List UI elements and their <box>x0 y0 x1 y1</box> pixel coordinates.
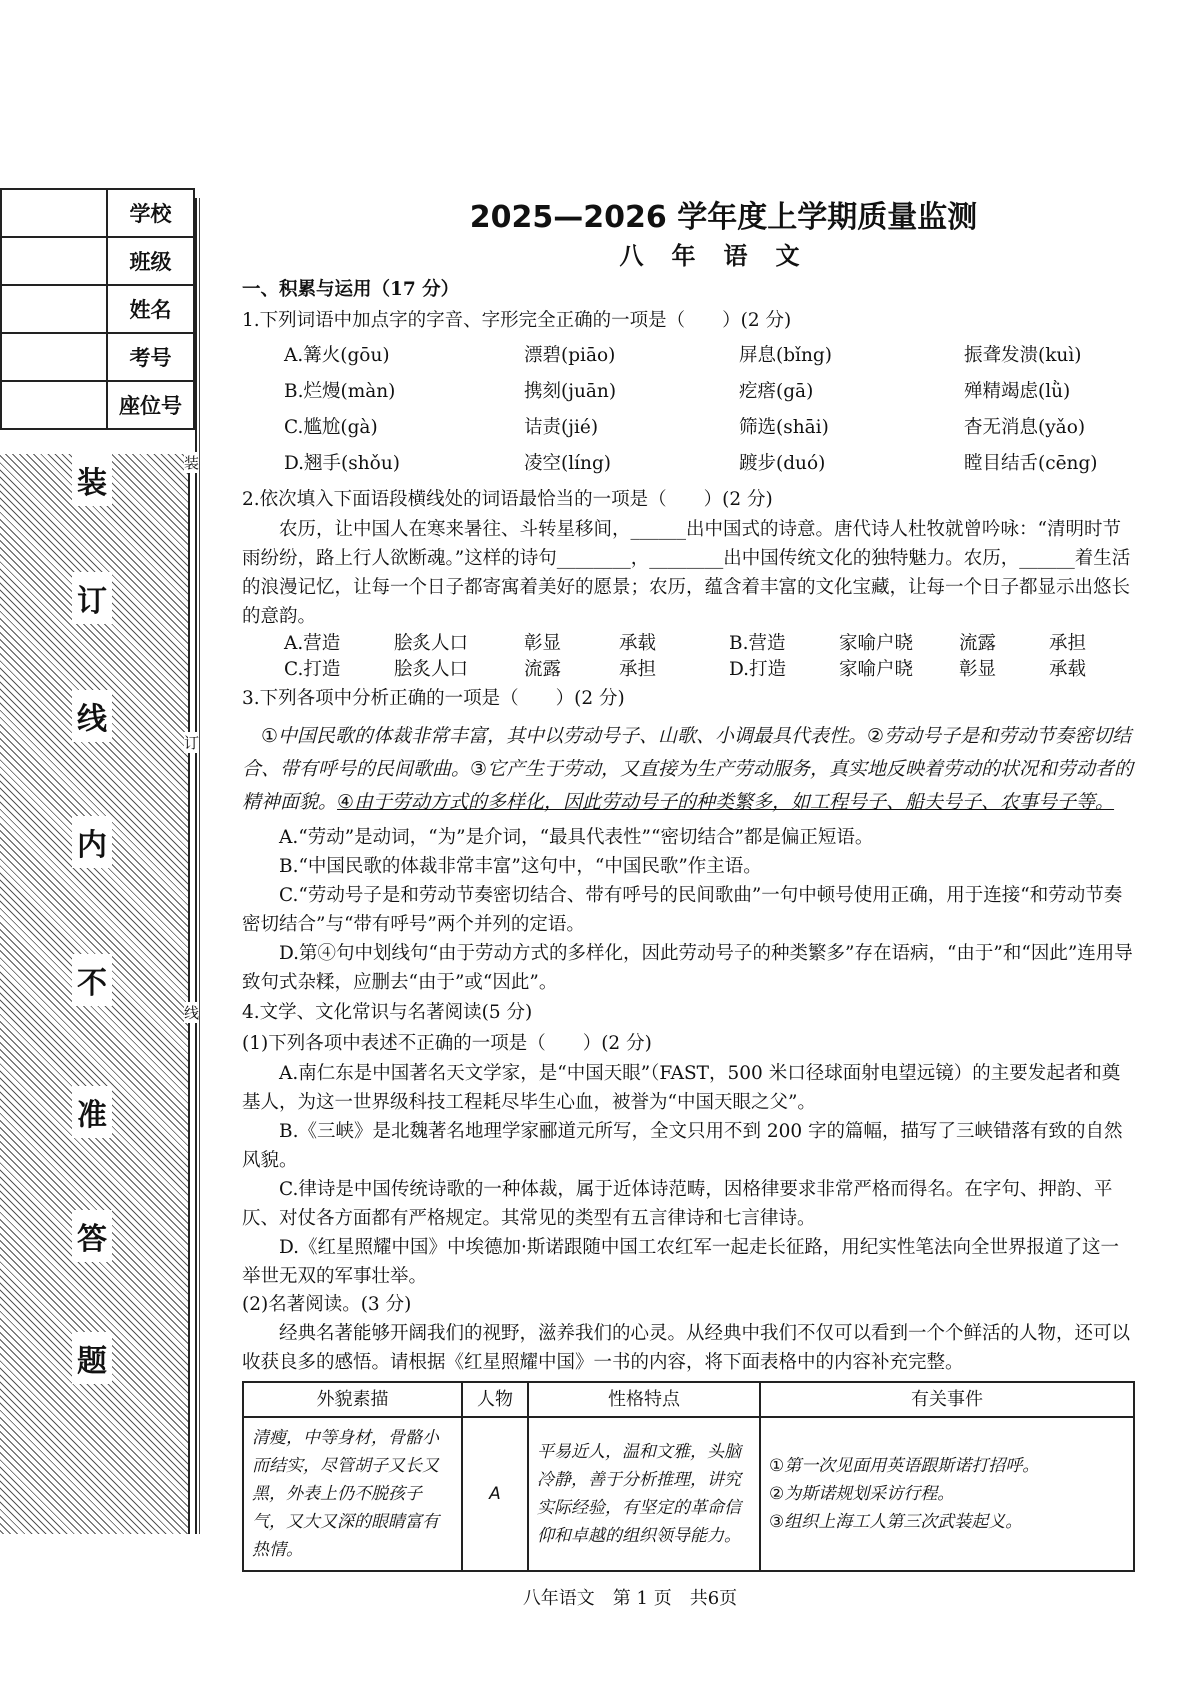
person-cell[interactable]: A <box>462 1417 528 1571</box>
question-4-sub2: (2)名著阅读。(3 分) <box>242 1294 412 1315</box>
class-label: 班级 <box>107 237 194 285</box>
q2-choice: 脍炙人口 <box>394 659 469 680</box>
hatch-word: 答 <box>72 1210 112 1262</box>
q1-option: 瞠目结舌(cēng) <box>964 453 1098 474</box>
binding-char: 装 <box>184 454 200 472</box>
school-blank[interactable] <box>1 189 107 237</box>
q3-option-c: C.“劳动号子是和劳动节奏密切结合、带有呼号的民间歌曲”一句中顿号使用正确，用于连接“和劳动节奏密切结合”与“带有呼号”两个并列的定语。 <box>242 885 1123 935</box>
q2-choice: B.营造 <box>729 633 786 654</box>
q2-choice: 脍炙人口 <box>394 633 469 654</box>
q1-option: 殚精竭虑(lǜ) <box>964 381 1071 402</box>
q2-choice: 彰显 <box>524 633 562 654</box>
q2-choice: 流露 <box>959 633 997 654</box>
hatch-word: 不 <box>72 954 112 1006</box>
table-header: 人物 <box>462 1382 528 1417</box>
q1-option: 漂碧(piāo) <box>524 345 616 366</box>
seat-number-label: 座位号 <box>107 381 194 429</box>
hatch-word: 题 <box>72 1332 112 1384</box>
q2-choice: C.打造 <box>284 659 341 680</box>
name-label: 姓名 <box>107 285 194 333</box>
table-row <box>243 1417 1134 1571</box>
appearance-cell: 清瘦，中等身材，骨骼小而结实，尽管胡子又长又黑，外表上仍不脱孩子气，又大又深的眼睛富有热情。 <box>243 1417 462 1571</box>
q1-option: D.翘手(shǒu) <box>284 453 400 474</box>
q2-choice: 承载 <box>619 633 657 654</box>
book-character-table <box>242 1381 1135 1572</box>
binding-char: 订 <box>184 734 200 752</box>
seat-number-blank[interactable] <box>1 381 107 429</box>
q1-option: B.烂熳(màn) <box>284 381 396 402</box>
event-item: ①第一次见面用英语跟斯诺打招呼。 <box>769 1456 1040 1476</box>
q1-option: C.尴尬(gà) <box>284 417 378 438</box>
question-3-passage <box>242 720 1135 819</box>
q4-option-d: D.《红星照耀中国》中埃德加·斯诺跟随中国工农红军一起走长征路，用纪实性笔法向全世界报道了这一举世无双的军事壮举。 <box>242 1237 1119 1287</box>
hatch-word: 订 <box>72 572 112 624</box>
q2-choice: 家喻户晓 <box>839 633 914 654</box>
q1-option: 疙瘩(gā) <box>739 381 814 402</box>
question-1-stem: 1.下列词语中加点字的字音、字形完全正确的一项是（ ）(2 分) <box>242 310 792 331</box>
question-3-stem: 3.下列各项中分析正确的一项是（ ）(2 分) <box>242 688 625 709</box>
question-2-passage: 农历，让中国人在寒来暑往、斗转星移间，______出中国式的诗意。唐代诗人杜牧就曾吟咏：“清明时节雨纷纷，路上行人欲断魂。”这样的诗句________，________出中国传统文化的独特魅力。农历，______着生活的浪漫记忆，让每一个日子都寄寓着美好的愿景；农历，蕴含着丰富的文化宝藏，让每一个日子都显示出悠长的意韵。 <box>242 519 1131 627</box>
question-4-sub2-passage: 经典名著能够开阔我们的视野，滋养我们的心灵。从经典中我们不仅可以看到一个个鲜活的人物，还可以收获良多的感悟。请根据《红星照耀中国》一书的内容，将下面表格中的内容补充完整。 <box>242 1323 1131 1373</box>
q2-choice: 承担 <box>1049 633 1087 654</box>
hatch-word: 内 <box>72 816 112 868</box>
q1-option: 踱步(duó) <box>739 453 826 474</box>
binding-line <box>195 198 197 1534</box>
q4-option-c: C.律诗是中国传统诗歌的一种体裁，属于近体诗范畴，因格律要求非常严格而得名。在字句、押韵、平仄、对仗各方面都有严格规定。其常见的类型有五言律诗和七言律诗。 <box>242 1179 1113 1229</box>
name-blank[interactable] <box>1 285 107 333</box>
q3-option-d: D.第④句中划线句“由于劳动方式的多样化，因此劳动号子的种类繁多”存在语病，“由于”和“因此”连用导致句式杂糅，应删去“由于”或“因此”。 <box>242 943 1133 993</box>
table-header: 外貌素描 <box>243 1382 462 1417</box>
page-footer: 八年语文 第 1 页 共6页 <box>522 1588 738 1609</box>
question-4-sub1: (1)下列各项中表述不正确的一项是（ ）(2 分) <box>242 1033 652 1054</box>
q2-choice: A.营造 <box>284 633 341 654</box>
q1-option: 凌空(líng) <box>524 453 612 474</box>
q2-choice: D.打造 <box>729 659 787 680</box>
binding-line-inner <box>199 198 200 1534</box>
q1-option: 筛选(shāi) <box>739 417 829 438</box>
traits-cell: 平易近人，温和文雅，头脑冷静，善于分析推理，讲究实际经验，有坚定的革命信仰和卓越的组织领导能力。 <box>528 1417 760 1571</box>
q2-choice: 彰显 <box>959 659 997 680</box>
event-item: ③组织上海工人第三次武装起义。 <box>769 1512 1023 1532</box>
q1-option: 振聋发溃(kuì) <box>964 345 1082 366</box>
exam-title: 2025—2026 学年度上学期质量监测 <box>469 200 978 235</box>
q4-option-a: A.南仁东是中国著名天文学家，是“中国天眼”（FAST，500 米口径球面射电望远镜）的主要发起者和奠基人，为这一世界级科技工程耗尽毕生心血，被誉为“中国天眼之父”。 <box>242 1063 1121 1113</box>
hatch-word: 线 <box>72 690 112 742</box>
question-1-options <box>242 340 1135 480</box>
q2-choice: 家喻户晓 <box>839 659 914 680</box>
q4-option-b: B.《三峡》是北魏著名地理学家郦道元所写，全文只用不到 200 字的篇幅，描写了三峡错落有致的自然风貌。 <box>242 1121 1123 1171</box>
q1-option: 屏息(bǐng) <box>739 345 832 366</box>
event-item: ②为斯诺规划采访行程。 <box>769 1484 955 1504</box>
hatch-word: 准 <box>72 1086 112 1138</box>
exam-number-blank[interactable] <box>1 333 107 381</box>
q2-choice: 承担 <box>619 659 657 680</box>
q1-option: 诘责(jié) <box>524 417 599 438</box>
q3-option-b: B.“中国民歌的体裁非常丰富”这句中，“中国民歌”作主语。 <box>279 856 762 877</box>
binding-char: 线 <box>184 1004 200 1022</box>
events-cell <box>760 1417 1134 1571</box>
q1-option: A.篝火(gōu) <box>284 345 390 366</box>
binding-hatch-area <box>0 454 190 1534</box>
school-label: 学校 <box>107 189 194 237</box>
q3-option-a: A.“劳动”是动词，“为”是介词，“最具代表性”“密切结合”都是偏正短语。 <box>279 827 874 848</box>
question-2-stem: 2.依次填入下面语段横线处的词语最恰当的一项是（ ）(2 分) <box>242 489 773 510</box>
exam-number-label: 考号 <box>107 333 194 381</box>
section-title: 一、积累与运用（17 分） <box>242 279 460 300</box>
question-4-stem: 4.文学、文化常识与名著阅读(5 分) <box>242 1002 533 1023</box>
q3-passage-text: ①中国民歌的体裁非常丰富，其中以劳动号子、山歌、小调最具代表性。②劳动号子是和劳动节奏密切结合、带有呼号的民间歌曲。③它产生于劳动，又直接为生产劳动服务，真实地反映着劳动的状况和劳动者的精神面貌。 <box>242 725 1134 813</box>
class-blank[interactable] <box>1 237 107 285</box>
exam-subtitle: 八年语文 <box>619 241 828 270</box>
q3-underlined-sentence: ④由于劳动方式的多样化，因此劳动号子的种类繁多，如工程号子、船夫号子、农事号子等。 <box>337 791 1115 813</box>
student-info-table <box>0 188 195 430</box>
q2-choice: 流露 <box>524 659 562 680</box>
question-2-choices <box>242 631 1135 683</box>
table-header: 有关事件 <box>760 1382 1134 1417</box>
q1-option: 杳无消息(yǎo) <box>964 417 1086 438</box>
hatch-word: 装 <box>72 454 112 506</box>
exam-content <box>242 198 1135 1572</box>
q2-choice: 承载 <box>1049 659 1087 680</box>
table-header: 性格特点 <box>528 1382 760 1417</box>
q1-option: 携刻(juān) <box>524 381 617 402</box>
